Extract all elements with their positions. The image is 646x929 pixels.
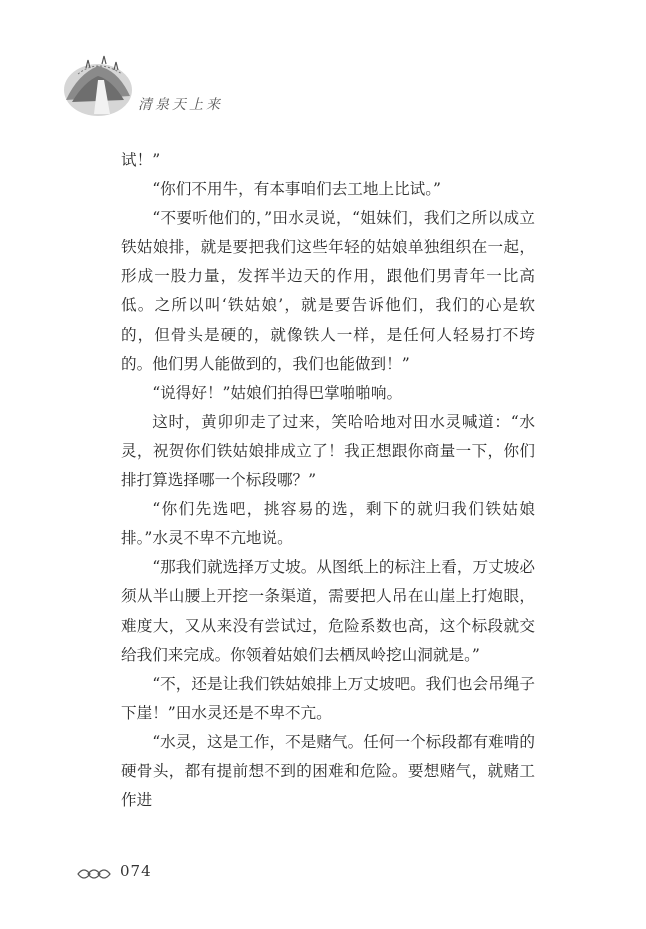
paragraph: “你们先选吧，挑容易的选，剩下的就归我们铁姑娘排。”水灵不卑不亢地说。	[121, 500, 535, 548]
paragraph: “不，还是让我们铁姑娘排上万丈坡吧。我们也会吊绳子下崖！”田水灵还是不卑不亢。	[121, 674, 535, 722]
paragraph: “你们不用牛，有本事咱们去工地上比试。”	[152, 180, 442, 199]
page-header	[58, 44, 318, 134]
leaf-ornament-icon	[76, 864, 116, 884]
paragraph: 这时，黄卯卯走了过来，笑哈哈地对田水灵喊道：“水灵，祝贺你们铁姑娘排成立了！我正想跟你商量一下，你们排打算选择哪一个标段哪？”	[121, 412, 535, 490]
mountain-path-illustration	[58, 44, 138, 124]
paragraph: “不要听他们的，”田水灵说，“姐妹们，我们之所以成立铁姑娘排，就是要把我们这些年轻的姑娘单独组织在一起，形成一股力量，发挥半边天的作用，跟他们男青年一比高低。之所以叫‘铁姑娘’，就是要告诉他们，我们的心是软的，但骨头是硬的，就像铁人一样，是任何人轻易打不垮的。他们男人能做到的，我们也能做到！”	[121, 209, 535, 373]
paragraph: 试！”	[121, 151, 161, 169]
paragraph: “说得好！”姑娘们拍得巴掌啪啪响。	[152, 383, 403, 402]
paragraph: “水灵，这是工作，不是赌气。任何一个标段都有难啃的硬骨头，都有提前想不到的困难和危险。要想赌气，就赌工作进	[121, 732, 535, 810]
paragraph: “那我们就选择万丈坡。从图纸上的标注上看，万丈坡必须从半山腰上开挖一条渠道，需要把人吊在山崖上打炮眼，难度大，又从来没有尝试过，危险系数也高，这个标段就交给我们来完成。你领着姑娘们去栖凤岭挖山洞就是。”	[121, 558, 535, 664]
book-title: 清泉天上来	[138, 97, 223, 113]
page-number: 074	[120, 862, 152, 880]
body-text	[121, 146, 535, 815]
